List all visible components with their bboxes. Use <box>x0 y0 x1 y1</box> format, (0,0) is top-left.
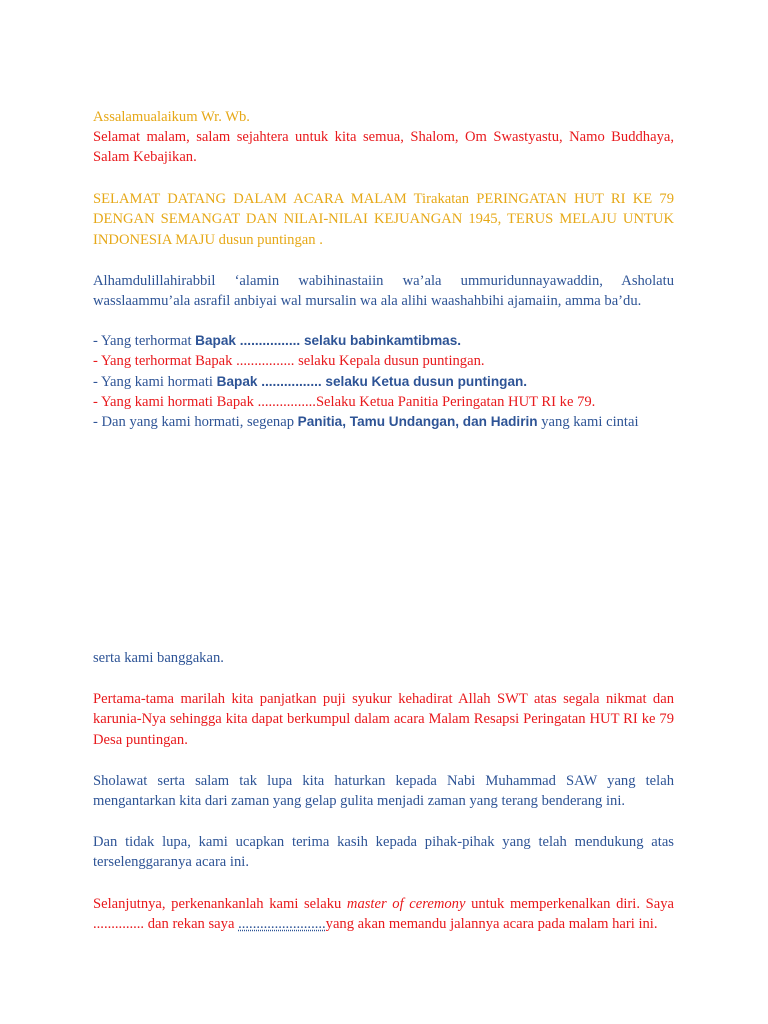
honorific-line-5 <box>93 412 674 432</box>
honorific-line-3 <box>93 372 674 392</box>
continuation-text: serta kami banggakan. <box>93 650 224 666</box>
honorific-line-2 <box>93 351 674 371</box>
sholawat-text: Sholawat serta salam tak lupa kita haturkan kepada Nabi Muhammad SAW yang telah mengantarkan kita dari zaman yang gelap gulita menjadi zaman yang terang benderang ini. <box>93 773 674 810</box>
mc-dots: ........................ <box>238 916 326 933</box>
salam-text: Assalamualaikum Wr. Wb. <box>93 109 250 125</box>
syukur-text: Pertama-tama marilah kita panjatkan puji syukur kehadirat Allah SWT atas segala nikmat dan karunia-Nya sehingga kita dapat berkumpul dalam acara Malam Resapsi Peringatan HUT RI ke 79 Desa puntingan. <box>93 691 674 748</box>
welcome-part1: SELAMAT DATANG DALAM ACARA MALAM <box>93 191 414 207</box>
mc-post: yang akan memandu jalannya acara pada malam hari ini. <box>325 916 658 933</box>
honorific-line-4 <box>93 392 674 412</box>
terima-kasih-paragraph <box>93 832 674 873</box>
honorific-5-prefix: - Dan yang kami hormati, segenap <box>93 414 298 431</box>
terima-kasih-text: Dan tidak lupa, kami ucapkan terima kasih kepada pihak-pihak yang telah mendukung atas terselenggaranya acara ini. <box>93 834 674 871</box>
honorific-3-bold: Bapak ................ selaku Ketua dusun puntingan. <box>216 373 528 389</box>
alhamdulillah-paragraph <box>93 271 674 312</box>
honorific-2-text: - Yang terhormat Bapak ................ selaku Kepala dusun puntingan. <box>93 353 485 370</box>
mc-italic: master of ceremony <box>346 896 466 912</box>
alhamdulillah-text: Alhamdulillahirabbil ‘alamin wabihinastaiin wa’ala ummuridunnayawaddin, Asholatu wasslaammu’ala asrafil anbiyai wal mursalin wa ala alihi waashahbihi ajamaiin, amma ba’du. <box>93 273 674 310</box>
welcome-part3: PERINGATAN HUT RI KE 79 DENGAN SEMANGAT DAN NILAI-NILAI KEJUANGAN 1945, TERUS MELAJU UNTUK INDONESIA MAJU dusun puntingan . <box>93 191 675 248</box>
sholawat-paragraph <box>93 771 674 812</box>
mc-paragraph <box>93 894 674 935</box>
honorific-line-1 <box>93 331 674 351</box>
syukur-paragraph <box>93 689 674 750</box>
honorific-5-suffix: yang kami cintai <box>537 414 639 431</box>
mc-mid: untuk memperkenalkan diri. Saya .............. dan rekan saya <box>93 896 674 933</box>
mc-pre: Selanjutnya, perkenankanlah kami selaku <box>93 896 347 912</box>
welcome-paragraph <box>93 189 674 250</box>
welcome-part2: Tirakatan <box>413 191 470 207</box>
salam-paragraph <box>93 127 674 168</box>
honorific-3-prefix: - Yang kami hormati <box>93 373 217 390</box>
honorific-1-prefix: - Yang terhormat <box>93 333 196 349</box>
salam-paragraph-text: Selamat malam, salam sejahtera untuk kita semua, Shalom, Om Swastyastu, Namo Buddhaya, Salam Kebajikan. <box>93 129 674 166</box>
honorific-4-text: - Yang kami hormati Bapak ................Selaku Ketua Panitia Peringatan HUT RI ke 79. <box>93 393 596 410</box>
honorifics-list <box>93 331 674 432</box>
salam-heading <box>93 107 674 127</box>
continuation-line <box>93 648 674 668</box>
honorific-5-bold: Panitia, Tamu Undangan, dan Hadirin <box>297 414 538 430</box>
honorific-1-bold: Bapak ................ selaku babinkamtibmas. <box>195 333 462 348</box>
